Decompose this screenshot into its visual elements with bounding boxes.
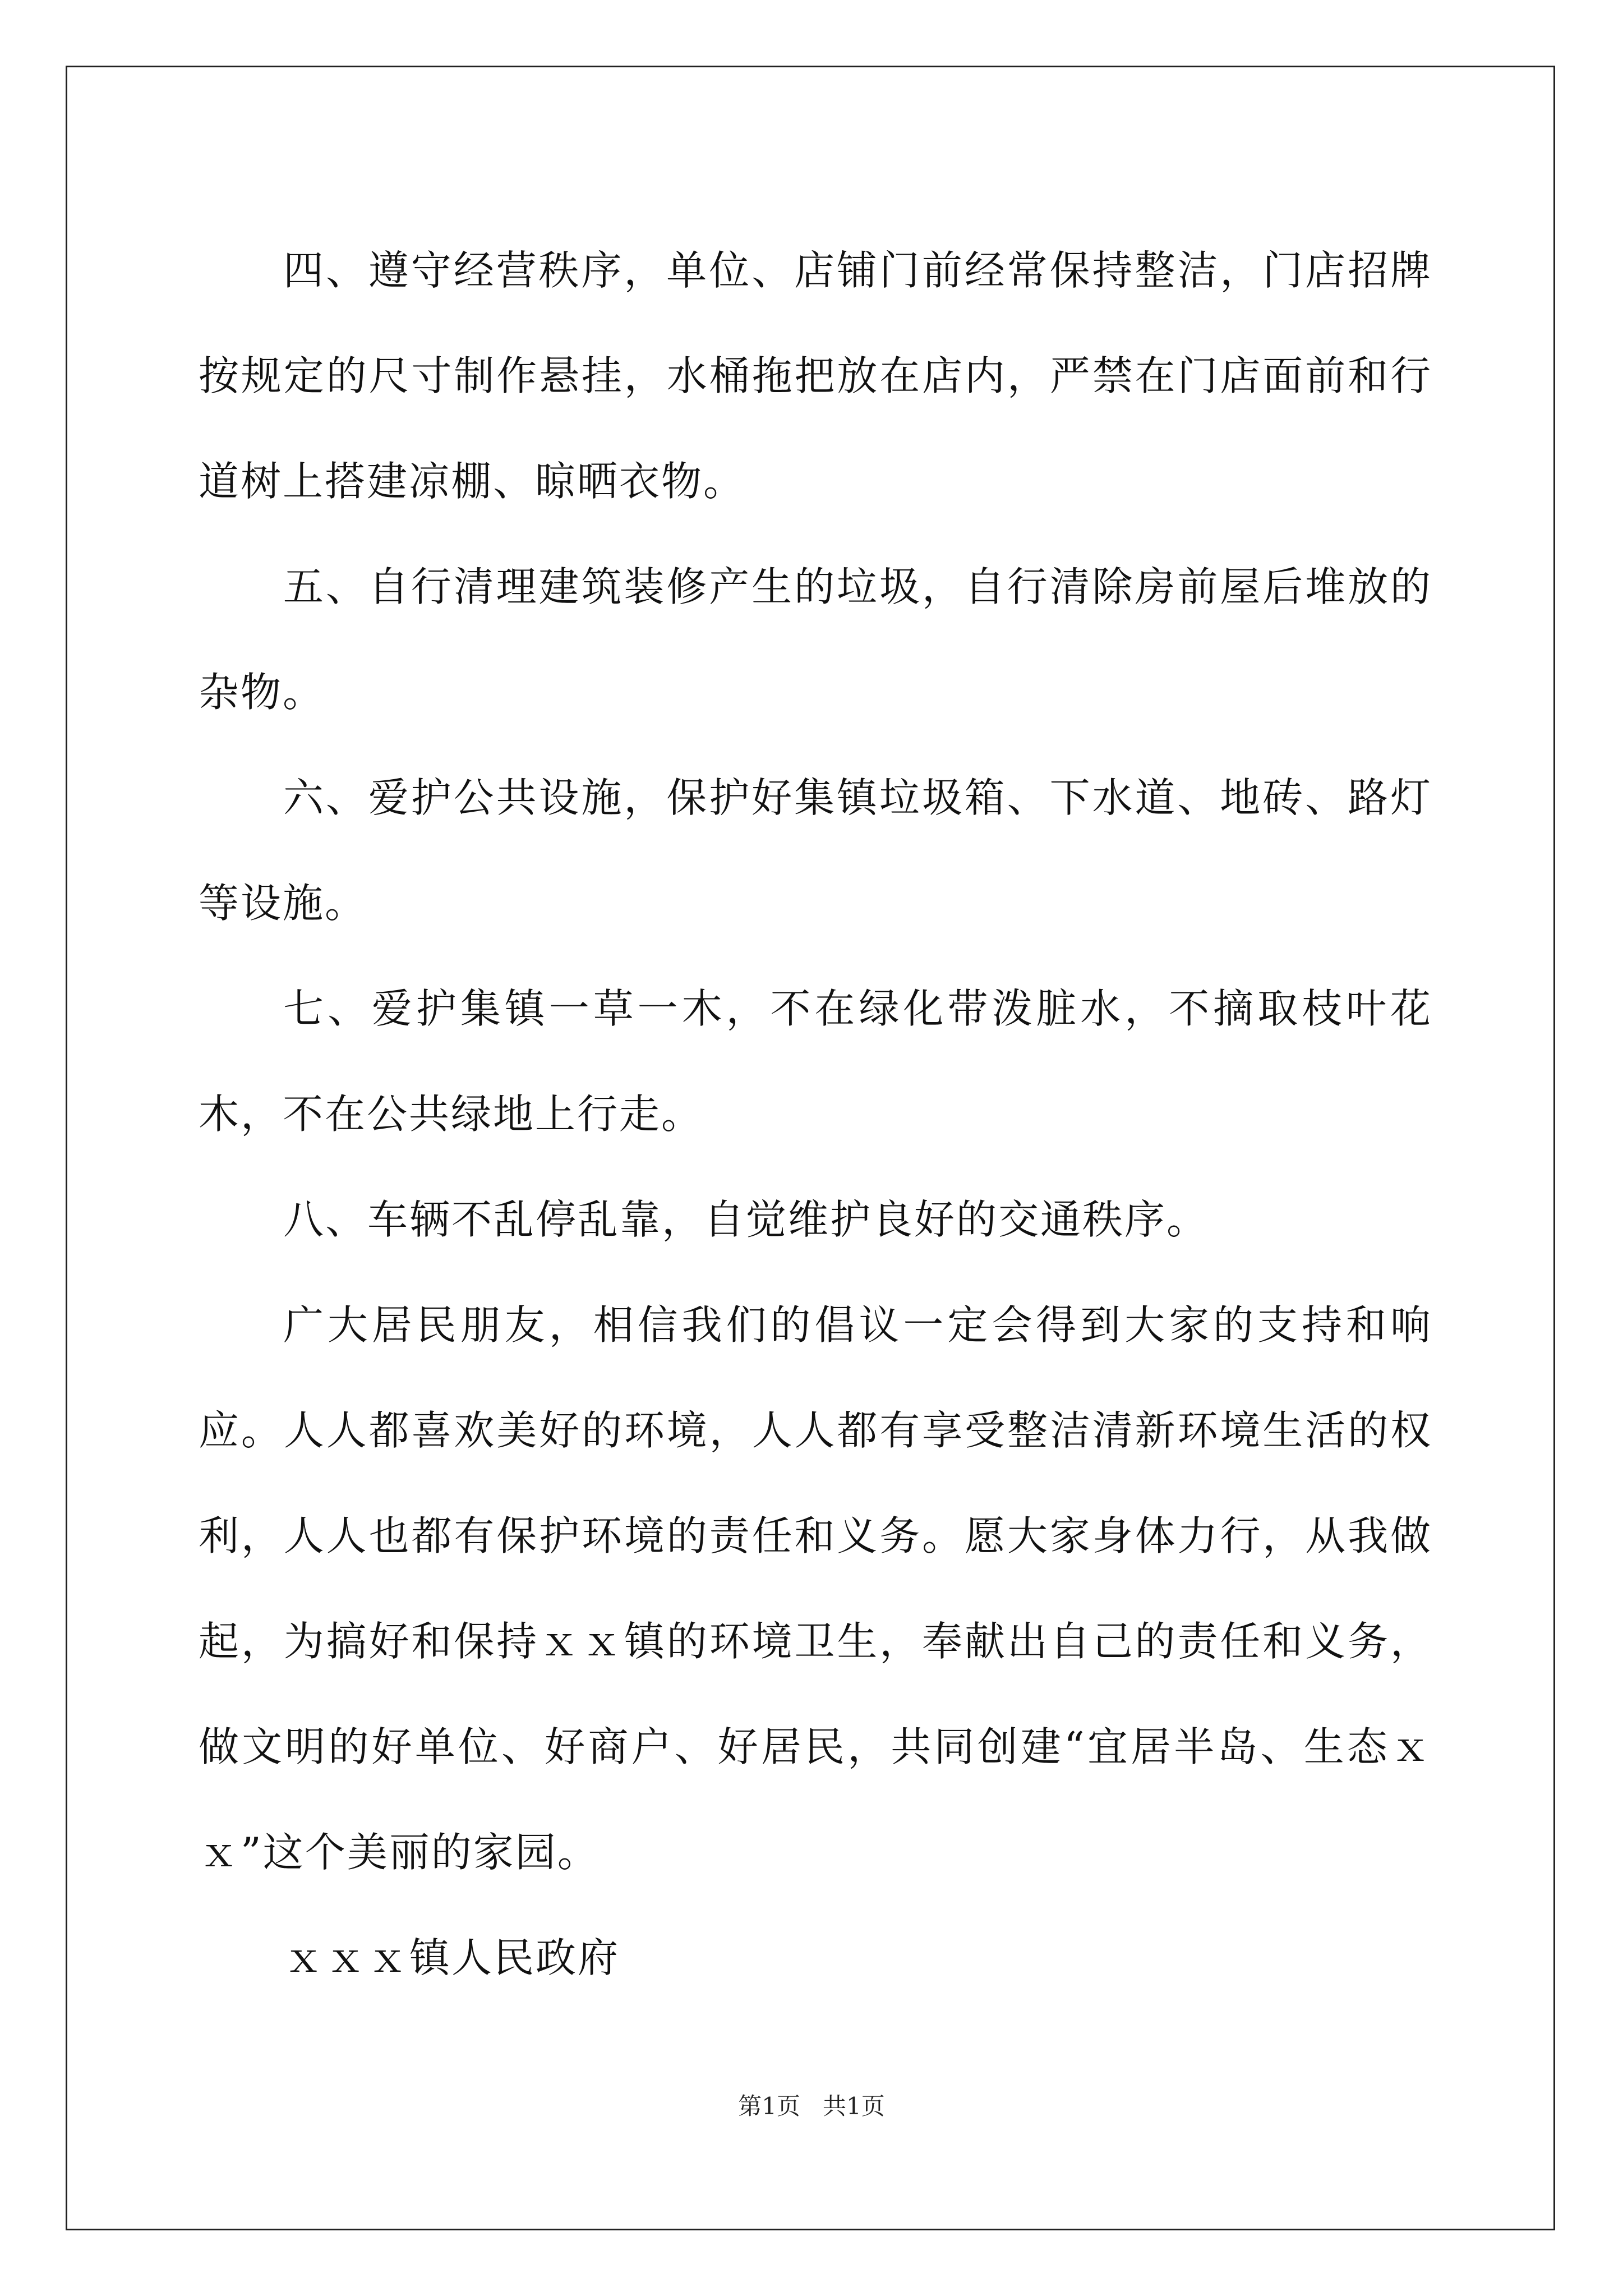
page-total: 共1页 [823,2092,885,2120]
paragraph-item-7: 七、爱护集镇一草一木，不在绿化带泼脏水，不摘取枝叶花木，不在公共绿地上行走。 [199,985,1432,1138]
signature: ｘｘｘ镇人民政府 [283,1934,620,1981]
page-number: 第1页 [738,2092,800,2120]
paragraph-item-8: 八、车辆不乱停乱靠，自觉维护良好的交通秩序。 [283,1196,1209,1243]
closing-paragraph: 广大居民朋友，相信我们的倡议一定会得到大家的支持和响应。人人都喜欢美好的环境，人人都有享受整洁清新环境生活的权利，人人也都有保护环境的责任和义务。愿大家身体力行，从我做起，为搞好和保持ｘｘ镇的环境卫生，奉献出自己的责任和义务，做文明的好单位、好商户、好居民，共同创建“宜居半岛、生态ｘｘ”这个美丽的家园。 [199,1301,1432,1876]
paragraph-item-5: 五、自行清理建筑装修产生的垃圾，自行清除房前屋后堆放的杂物。 [199,563,1432,716]
paragraph-item-4: 四、遵守经营秩序，单位、店铺门前经常保持整洁，门店招牌按规定的尺寸制作悬挂，水桶拖把放在店内，严禁在门店面前和行道树上搭建凉棚、晾晒衣物。 [199,247,1432,505]
page-footer [0,2088,1623,2122]
paragraph-item-6: 六、爱护公共设施，保护好集镇垃圾箱、下水道、地砖、路灯等设施。 [199,774,1432,927]
document-body [199,218,1432,2010]
